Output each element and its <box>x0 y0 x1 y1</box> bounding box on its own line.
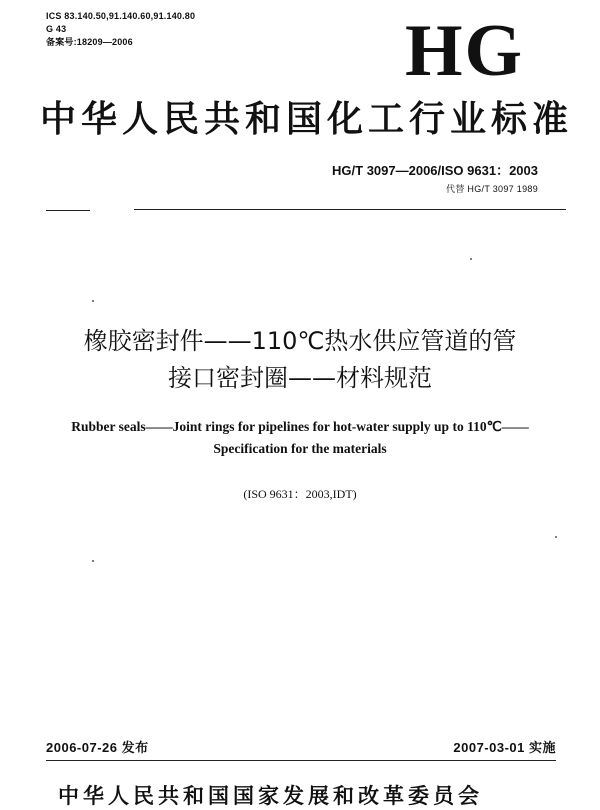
filing-number: 备案号:18209—2006 <box>46 37 133 47</box>
ccs-code: G 43 <box>46 24 67 34</box>
issue-date: 2006-07-26 发布 <box>46 740 149 755</box>
title-en-line-1: Rubber seals——Joint rings for pipelines for hot-water supply up to 110℃—— <box>71 419 529 434</box>
scan-speck <box>555 536 557 538</box>
header-divider <box>134 209 566 210</box>
footer-divider <box>46 760 556 761</box>
classification-block <box>46 10 195 49</box>
title-en-line-2: Specification for the materials <box>213 441 387 456</box>
scan-speck <box>92 300 94 302</box>
header-divider-short <box>46 210 90 211</box>
title-cn-line-2: 接口密封圈——材料规范 <box>168 364 432 392</box>
title-cn-line-1: 橡胶密封件——110℃热水供应管道的管 <box>83 327 517 355</box>
issuing-authority: 中华人民共和国国家发展和改革委员会 <box>58 784 483 808</box>
scan-speck <box>92 560 94 562</box>
scan-speck <box>470 258 472 260</box>
replaces-standard: 代替 HG/T 3097 1989 <box>446 184 538 194</box>
implementation-date: 2007-03-01 实施 <box>453 740 556 755</box>
hg-logo: HG <box>405 10 525 92</box>
industry-standard-heading: 中华人民共和国化工行业标准 <box>40 99 574 140</box>
standard-number: HG/T 3097—2006/ISO 9631：2003 <box>332 163 538 178</box>
iso-reference: (ISO 9631：2003,IDT) <box>243 487 357 501</box>
ics-code: ICS 83.140.50,91.140.60,91.140.80 <box>46 11 196 21</box>
